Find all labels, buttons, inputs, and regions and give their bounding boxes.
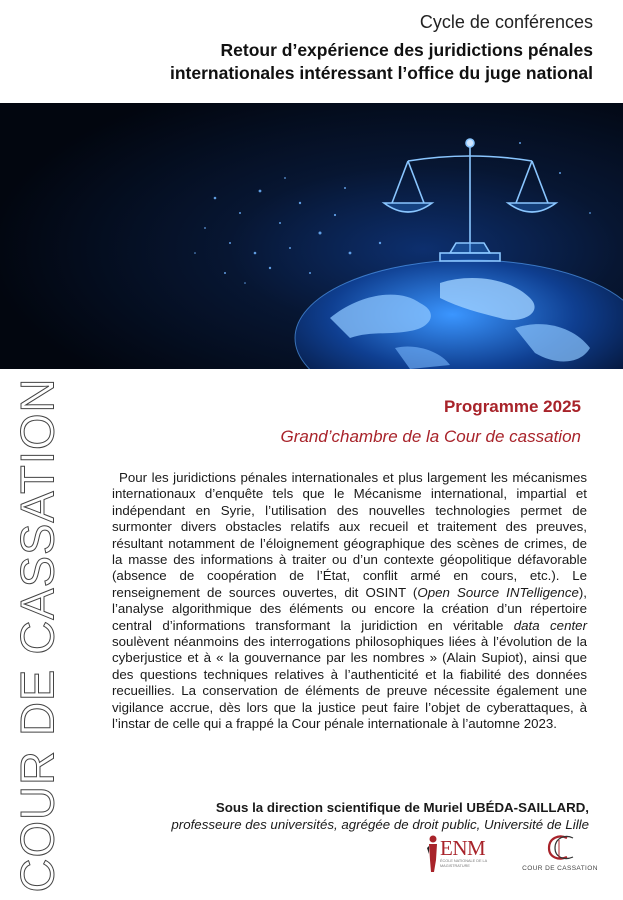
series-label: Cycle de conférences: [419, 12, 593, 32]
cour-logo-text: COUR DE CASSATION: [522, 865, 598, 872]
page-title: [170, 39, 593, 85]
enm-subtitle: ÉCOLE NATIONALE DE LA MAGISTRATURE: [440, 859, 487, 868]
cour-de-cassation-logo: [515, 832, 605, 876]
cour-monogram-icon: [515, 832, 605, 864]
title-line-1: Retour d’expérience des juridictions pénales: [220, 40, 593, 60]
enm-logo: [424, 832, 504, 876]
vertical-brand: [10, 377, 64, 893]
header: [170, 12, 593, 85]
body-part-3: soulèvent néanmoins des interrogations philosophiques liées à l’évolution de la cyberjustice et à « la gouvernance par les nombres » (Alain Supiot), ainsi que des questions techniques relatives à l’authenticité et la fiabilité des données recueillies. La conservation de éléments de preuve nécessite également une vigilance accrue, dès lors que la justice peut faire l’objet de cyberattaques, à l’instar de celle qui a frappé la Cour pénale internationale à l’automne 2023.: [112, 634, 587, 732]
direction-name: Sous la direction scientifique de Muriel UBÉDA-SAILLARD,: [215, 800, 589, 815]
body-part-1: Pour les juridictions pénales internationales et plus largement les mécanismes internationaux d’enquête tels que le Mécanisme international, impartial et indépendant en Syrie, l’utilisation des nouvelles technologies permet de surmonter divers obstacles relatifs aux recueil et traitement des preuves, résultant notamment de l’éloignement géographique des scènes de crimes, de la masse des informations à traiter ou d’un contexte géopolitique défavorable (absence de coopération de l’État, conflit armé en cours, etc.). Le renseignement de sources ouvertes, dit OSINT (: [112, 470, 587, 600]
banner-image: [0, 103, 623, 369]
direction-role: professeure des universités, agrégée de droit public, Université de Lille: [171, 817, 589, 832]
enm-text: ENM: [440, 836, 486, 860]
osint-term: Open Source INTelligence: [417, 584, 579, 600]
programme-title: Programme 2025: [443, 397, 581, 416]
brand-label: COUR DE CASSATION: [10, 377, 64, 893]
direction-block: [171, 799, 589, 833]
programme-venue: Grand’chambre de la Cour de cassation: [280, 427, 581, 446]
programme-block: [281, 397, 582, 447]
body-paragraph: [112, 470, 587, 733]
body-part-2: ), l’analyse algorithmique des éléments ou encore la création d’un répertoire central d’informations transformant la juridiction en véritable: [112, 584, 587, 633]
enm-figure-icon: [424, 834, 440, 874]
title-line-2: internationales intéressant l’office du juge national: [170, 63, 593, 83]
data-center-term: data center: [513, 617, 587, 633]
